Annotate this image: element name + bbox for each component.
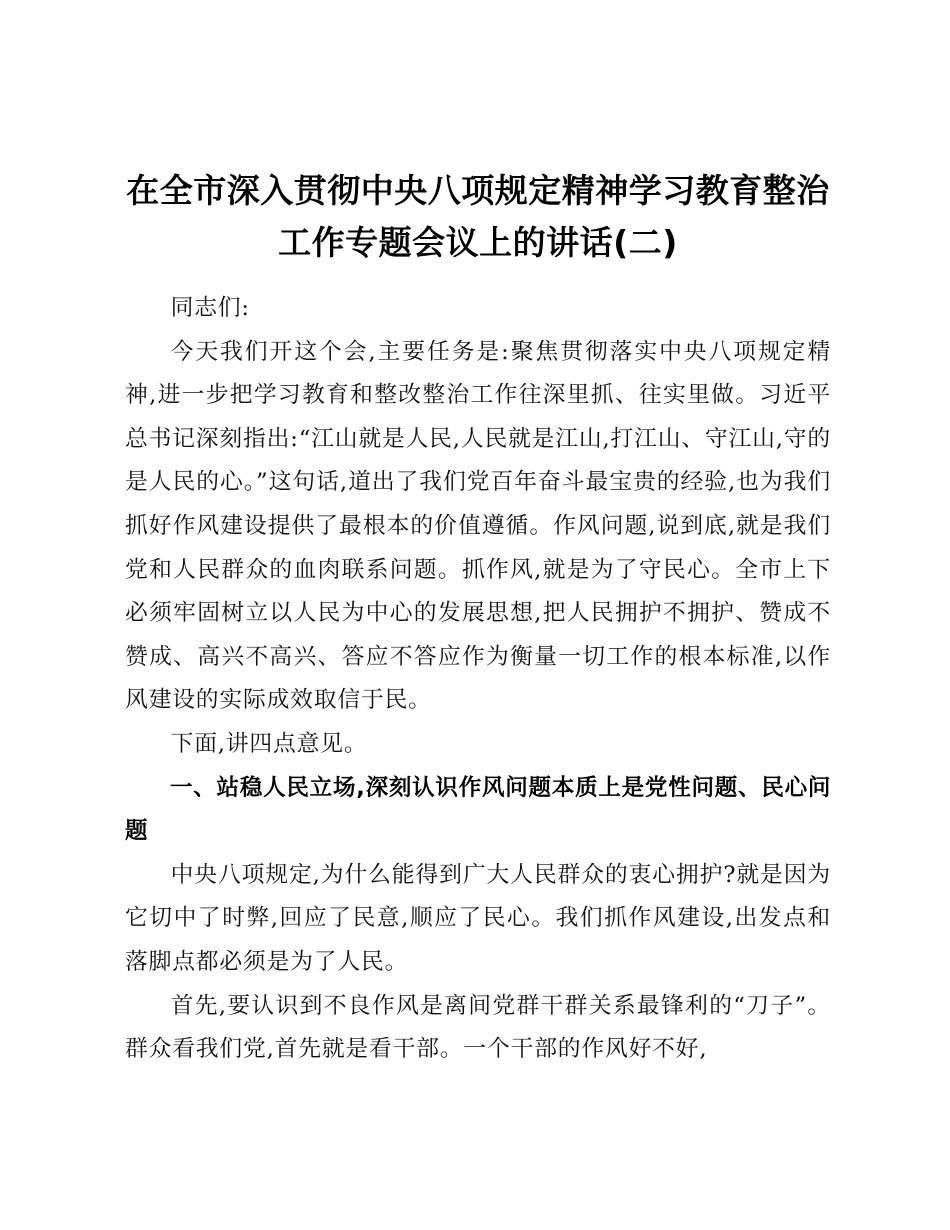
paragraph-outline: 下面,讲四点意见。 bbox=[170, 730, 368, 757]
section-paragraph-2: 首先,要认识到不良作风是离间党群干群关系最锋利的“刀子”。群众看我们党,首先就是看干部。一个干部的作风好不好, bbox=[125, 992, 831, 1063]
section-heading-1: 一、站稳人民立场,深刻认识作风问题本质上是党性问题、民心问题 bbox=[125, 774, 831, 845]
salutation: 同志们: bbox=[170, 295, 250, 321]
section-paragraph-1: 中央八项规定,为什么能得到广大人民群众的衷心拥护?就是因为它切中了时弊,回应了民意,顺应了民心。我们抓作风建设,出发点和落脚点都必须是为了人民。 bbox=[125, 861, 831, 975]
paragraph-intro: 今天我们开这个会,主要任务是:聚焦贯彻落实中央八项规定精神,进一步把学习教育和整改整治工作往深里抓、往实里做。习近平总书记深刻指出:“江山就是人民,人民就是江山,打江山、守江山,守的是人民的心。”这句话,道出了我们党百年奋斗最宝贵的经验,也为我们抓好作风建设提供了最根本的价值遵循。作风问题,说到底,就是我们党和人民群众的血肉联系问题。抓作风,就是为了守民心。全市上下必须牢固树立以人民为中心的发展思想,把人民拥护不拥护、赞成不赞成、高兴不高兴、答应不答应作为衡量一切工作的根本标准,以作风建设的实际成效取信于民。 bbox=[125, 338, 831, 714]
document-body bbox=[125, 165, 831, 1072]
document-title: 在全市深入贯彻中央八项规定精神学习教育整治工作专题会议上的讲话(二) bbox=[126, 171, 830, 262]
